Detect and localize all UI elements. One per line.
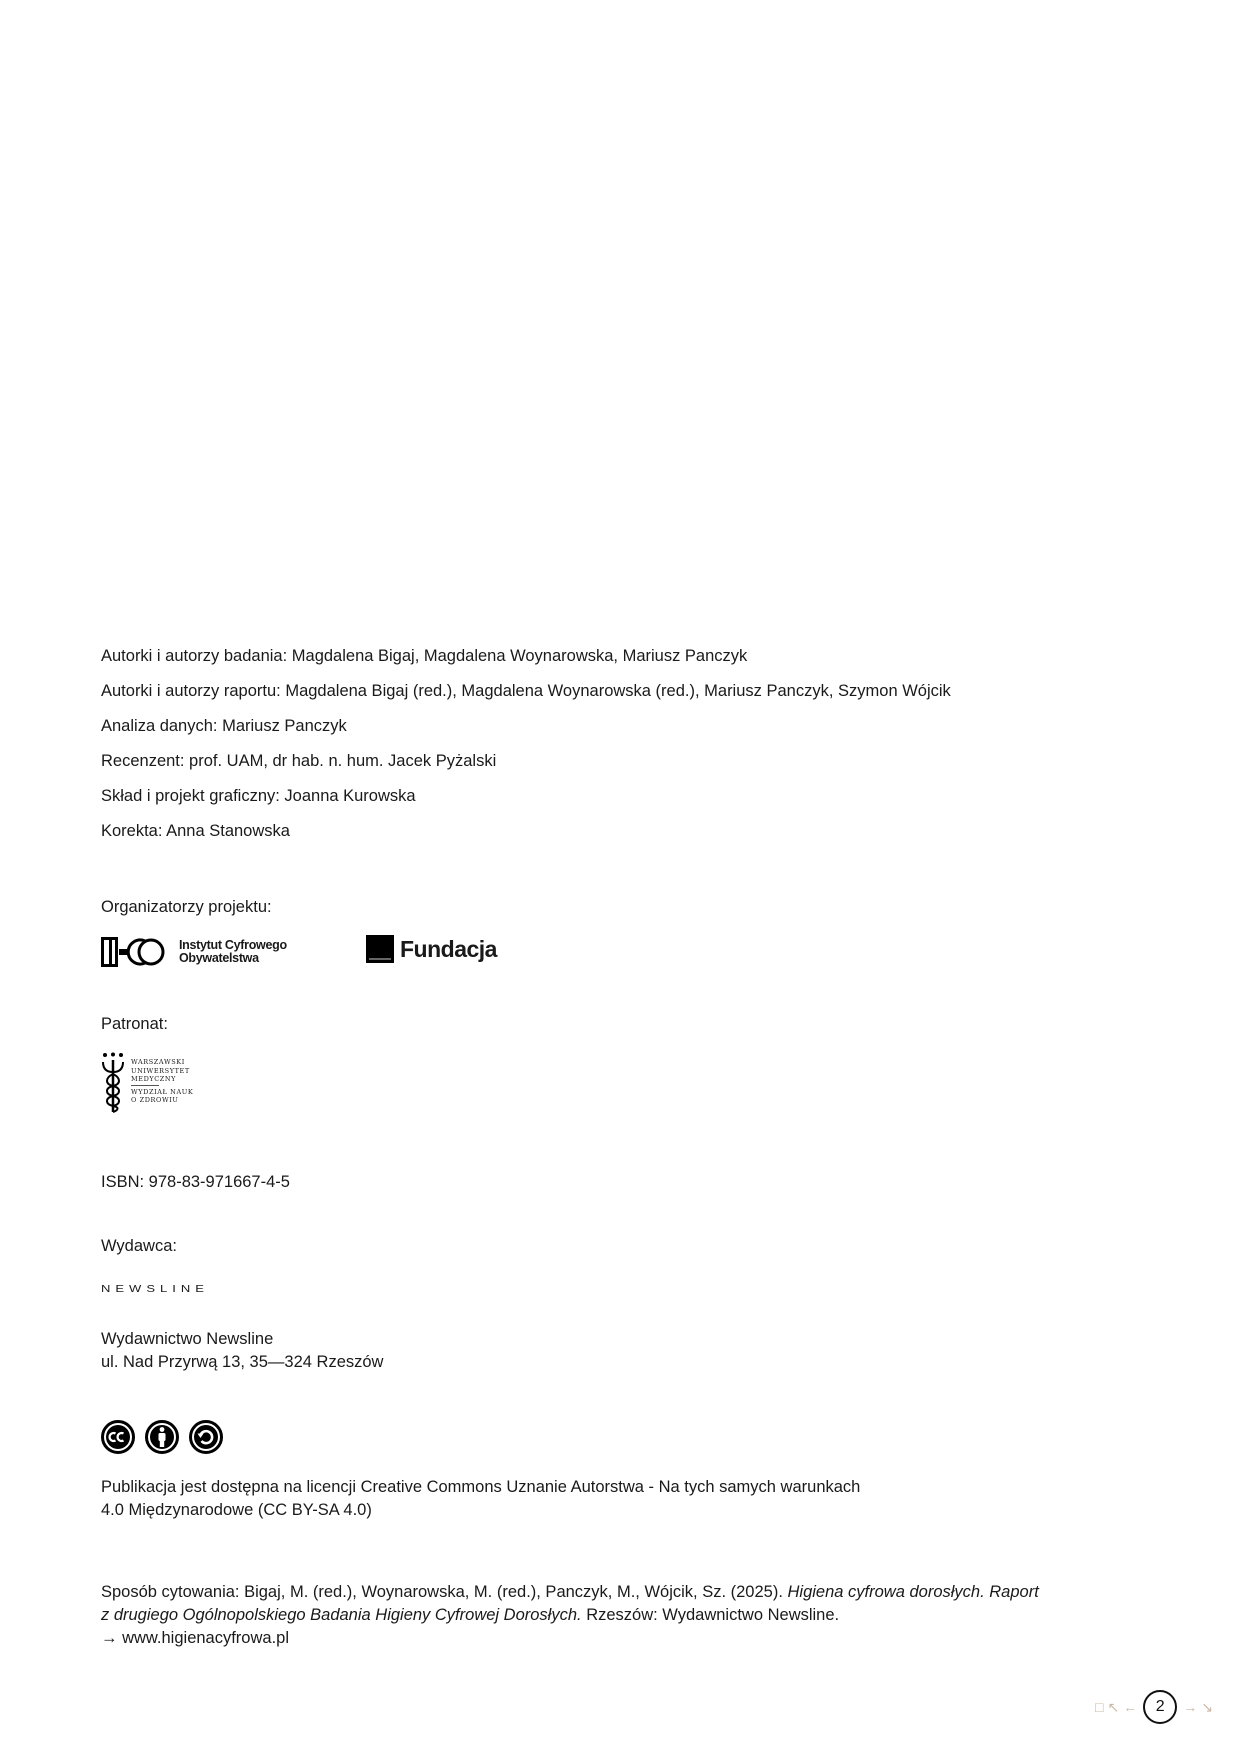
publisher-name: Wydawnictwo Newsline [101, 1330, 274, 1348]
newsline-logo: NEWSLINE [101, 1283, 209, 1295]
cc-icon [101, 1420, 135, 1454]
license-icons [101, 1420, 223, 1454]
ico-logo-text [179, 939, 287, 965]
fundacja-logo [366, 932, 497, 966]
ico-logo-line2: Obywatelstwa [179, 951, 259, 965]
wum-divider [131, 1085, 159, 1086]
patronage-label: Patronat: [101, 1015, 168, 1033]
ico-logo-line1: Instytut Cyfrowego [179, 938, 287, 952]
credit-report-authors: Autorki i autorzy raportu: Magdalena Bigaj (red.), Magdalena Woynarowska (red.), Mariusz Panczyk, Szymon Wójcik [101, 682, 951, 700]
license-line2: 4.0 Międzynarodowe (CC BY-SA 4.0) [101, 1501, 372, 1519]
page-navigation [1095, 1690, 1213, 1724]
ico-logo [101, 934, 301, 970]
citation-title-part2: z drugiego Ogólnopolskiego Badania Higieny Cyfrowej Dorosłych. [101, 1606, 582, 1624]
wum-line2: UNIWERSYTET [131, 1066, 190, 1075]
arrow-down-right-icon[interactable]: ↘ [1201, 1698, 1213, 1715]
arrow-left-icon[interactable]: ← [1123, 1699, 1138, 1715]
credit-proofreading: Korekta: Anna Stanowska [101, 822, 290, 840]
page-number: 2 [1143, 1690, 1177, 1724]
caduceus-icon [101, 1052, 125, 1114]
arrow-right-icon[interactable]: → [1183, 1699, 1198, 1715]
by-icon [145, 1420, 179, 1454]
publisher-label: Wydawca: [101, 1237, 177, 1255]
wum-line1: WARSZAWSKI [131, 1058, 185, 1066]
credit-design: Skład i projekt graficzny: Joanna Kurowska [101, 787, 416, 805]
sa-icon [189, 1420, 223, 1454]
fundacja-square-icon [366, 935, 394, 963]
license-line1: Publikacja jest dostępna na licencji Creative Commons Uznanie Autorstwa - Na tych samych warunkach [101, 1478, 861, 1496]
wum-line5: O ZDROWIU [131, 1096, 179, 1104]
citation-prefix: Sposób cytowania: Bigaj, M. (red.), Woynarowska, M. (red.), Panczyk, M., Wójcik, Sz. (2025). [101, 1583, 788, 1601]
arrow-up-left-icon[interactable]: ↖ [1107, 1698, 1120, 1715]
organizers-label: Organizatorzy projektu: [101, 898, 272, 916]
fundacja-logo-text: Fundacja [400, 935, 497, 962]
square-icon[interactable]: □ [1095, 1699, 1104, 1715]
wum-line4: WYDZIAŁ NAUK [131, 1087, 194, 1096]
wum-logo-text [131, 1058, 193, 1105]
credit-reviewer: Recenzent: prof. UAM, dr hab. n. hum. Jacek Pyżalski [101, 752, 497, 770]
ico-logo-mark-icon [101, 937, 165, 967]
website-link[interactable]: → www.higienacyfrowa.pl [101, 1629, 289, 1647]
citation-title-part1: Higiena cyfrowa dorosłych. Raport [787, 1583, 1039, 1601]
wum-line3: MEDYCZNY [131, 1075, 177, 1083]
wum-logo [101, 1052, 193, 1114]
credit-data-analysis: Analiza danych: Mariusz Panczyk [101, 717, 347, 735]
publisher-address: ul. Nad Przyrwą 13, 35—324 Rzeszów [101, 1353, 384, 1371]
citation-suffix: Rzeszów: Wydawnictwo Newsline. [581, 1606, 840, 1624]
license-text [101, 1476, 1001, 1522]
credit-research-authors: Autorki i autorzy badania: Magdalena Bigaj, Magdalena Woynarowska, Mariusz Panczyk [101, 647, 748, 665]
isbn: ISBN: 978-83-971667-4-5 [101, 1173, 290, 1191]
citation [101, 1581, 1101, 1650]
